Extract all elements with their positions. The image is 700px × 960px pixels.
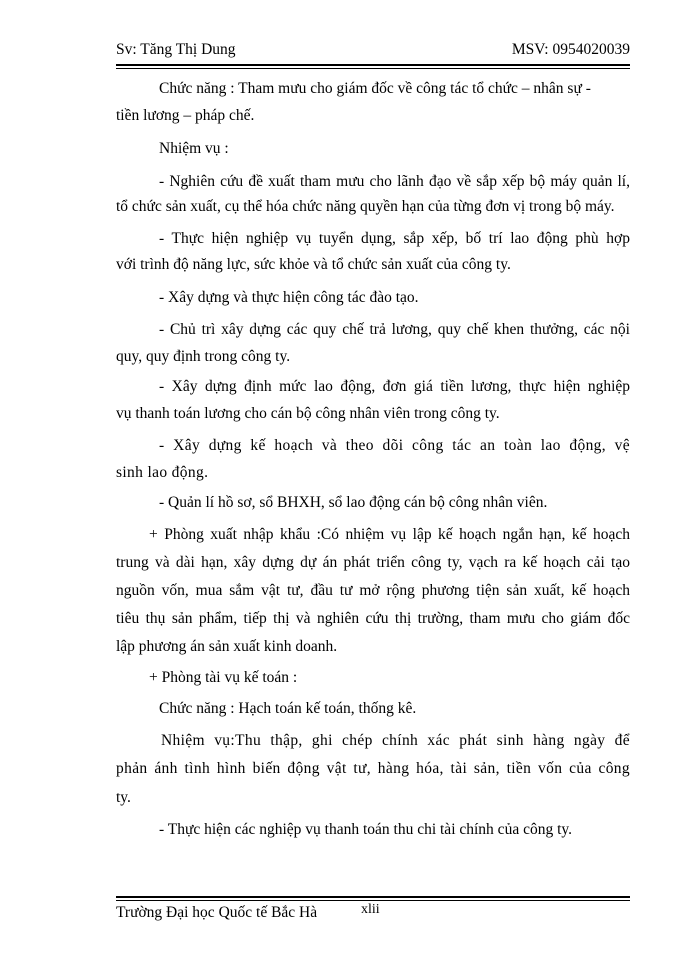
- school-name: Trường Đại học Quốc tế Bắc Hà: [116, 904, 318, 921]
- paragraph-line: quy, quy định trong công ty.: [116, 348, 291, 365]
- page-header: [116, 38, 630, 62]
- paragraph-line: - Chủ trì xây dựng các quy chế trả lương, quy chế khen thưởng, các nội: [159, 321, 630, 338]
- paragraph-line: tiền lương – pháp chế.: [116, 107, 255, 124]
- paragraph-line: - Xây dựng định mức lao động, đơn giá tiền lương, thực hiện nghiệp: [159, 378, 630, 395]
- student-name: Sv: Tăng Thị Dung: [116, 41, 236, 58]
- paragraph-line: - Thực hiện nghiệp vụ tuyển dụng, sắp xếp, bố trí lao động phù hợp: [159, 230, 630, 247]
- page-footer: [116, 904, 630, 926]
- paragraph-line: nguồn vốn, mua sắm vật tư, đầu tư mở rộng phương tiện sản xuất, kế hoạch: [116, 582, 630, 599]
- paragraph-line: tổ chức sản xuất, cụ thể hóa chức năng quyền hạn của từng đơn vị trong bộ máy.: [116, 198, 615, 215]
- paragraph-line: - Nghiên cứu đề xuất tham mưu cho lãnh đạo về sắp xếp bộ máy quản lí,: [159, 173, 630, 190]
- paragraph-line: Chức năng : Hạch toán kế toán, thống kê.: [159, 700, 417, 717]
- student-id: MSV: 0954020039: [511, 41, 630, 58]
- paragraph-line: sinh lao động.: [116, 464, 209, 481]
- footer-rule: [116, 896, 630, 898]
- paragraph-line: Chức năng : Tham mưu cho giám đốc về công tác tổ chức – nhân sự -: [159, 80, 591, 97]
- paragraph-line: - Thực hiện các nghiệp vụ thanh toán thu chi tài chính của công ty.: [159, 821, 572, 838]
- header-rule: [116, 64, 630, 66]
- paragraph-line: - Quản lí hồ sơ, sổ BHXH, sổ lao động cán bộ công nhân viên.: [159, 494, 548, 511]
- paragraph-line: + Phòng xuất nhập khẩu :Có nhiệm vụ lập kế hoạch ngắn hạn, kế hoạch: [149, 526, 630, 543]
- paragraph-line: Nhiệm vụ:Thu thập, ghi chép chính xác phát sinh hàng ngày để: [161, 732, 630, 749]
- paragraph-line: phản ánh tình hình biến động vật tư, hàng hóa, tài sản, tiền vốn của công: [116, 760, 630, 777]
- paragraph-line: - Xây dựng kế hoạch và theo dõi công tác an toàn lao động, vệ: [159, 437, 630, 454]
- paragraph-line: trung và dài hạn, xây dựng dự án phát triển công ty, vạch ra kế hoạch cải tạo: [116, 554, 630, 571]
- paragraph-line: - Xây dựng và thực hiện công tác đào tạo.: [159, 289, 419, 306]
- paragraph-line: Nhiệm vụ :: [159, 140, 229, 157]
- paragraph-line: ty.: [116, 789, 131, 806]
- header-rule-thin: [116, 68, 630, 69]
- page-number: xlii: [361, 902, 380, 917]
- paragraph-line: với trình độ năng lực, sức khỏe và tổ chức sản xuất của công ty.: [116, 256, 511, 273]
- paragraph-line: vụ thanh toán lương cho cán bộ công nhân viên trong công ty.: [116, 405, 500, 422]
- paragraph-line: lập phương án sản xuất kinh doanh.: [116, 638, 338, 655]
- footer-rule-thin: [116, 900, 630, 901]
- paragraph-line: tiêu thụ sản phẩm, tiếp thị và nghiên cứu thị trường, tham mưu cho giám đốc: [116, 610, 630, 627]
- paragraph-line: + Phòng tài vụ kế toán :: [149, 669, 298, 686]
